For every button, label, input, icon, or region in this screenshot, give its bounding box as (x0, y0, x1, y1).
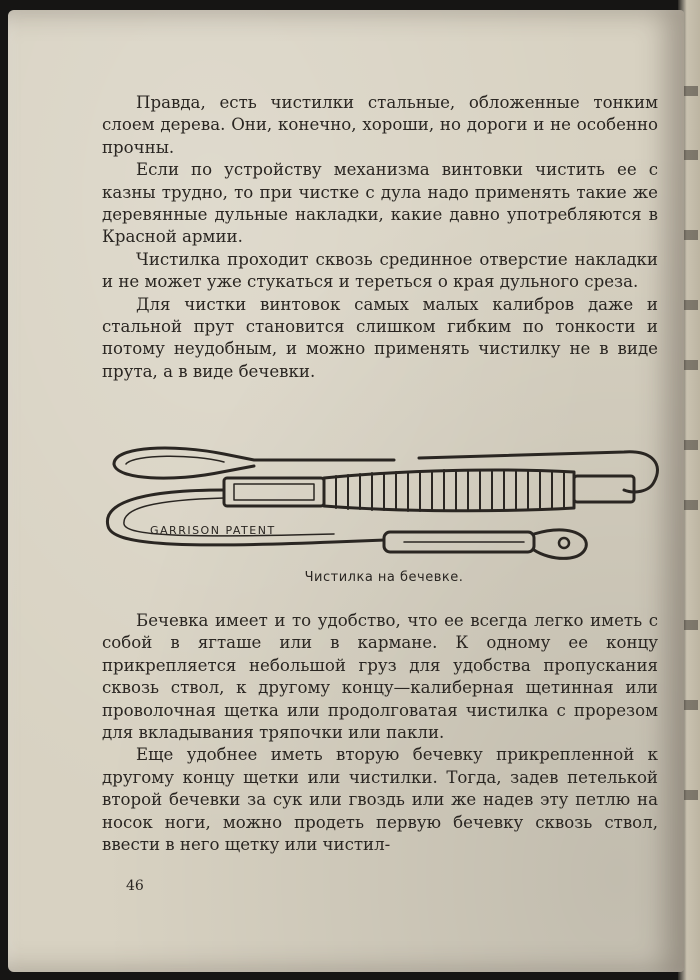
text-block-top (102, 92, 658, 383)
paragraph: Правда, есть чистилки стальные, обложенные тонким слоем дерева. Они, конечно, хороши, но дороги и не особенно прочны. (102, 93, 658, 157)
figure-caption: Чистилка на бечевке. (304, 570, 464, 585)
paragraph: Для чистки винтовок самых малых калибров даже и стальной прут становится слишком гибким по тонкости и потому неудобным, и можно применять чистилку не в виде прута, а в виде бечевки. (102, 294, 658, 381)
paragraph: Чистилка проходит сквозь срединное отверстие накладки и не может уже стукаться и тереться о края дульного среза. (102, 249, 658, 292)
cleaning-rod-illustration (104, 442, 664, 562)
page-number: 46 (126, 878, 144, 894)
paragraph: Если по устройству механизма винтовки чистить ее с казны трудно, то при чистке с дула надо применять такие же деревянные дульные накладки, какие давно употребляются в Красной армии. (102, 160, 658, 247)
figure-inscription: GARRISON PATENT (150, 524, 276, 537)
book-page (8, 10, 684, 972)
text-block-bottom (102, 610, 658, 856)
paragraph: Еще удобнее иметь вторую бечевку прикрепленной к другому концу щетки или чистилки. Тогда, задев петелькой второй бечевки за сук или гвоздь или же надев эту петлю на носок ноги, можно продеть первую бечевку сквозь ствол, ввести в него щетку или чистил- (102, 745, 658, 855)
paragraph: Бечевка имеет и то удобство, что ее всегда легко иметь с собой в ягташе или в кармане. К одному ее концу прикрепляется небольшой груз для удобства пропускания сквозь ствол, к другому концу—калиберная щетинная или проволочная щетка или продолговатая чистилка с прорезом для вкладывания тряпочки или пакли. (102, 611, 658, 743)
